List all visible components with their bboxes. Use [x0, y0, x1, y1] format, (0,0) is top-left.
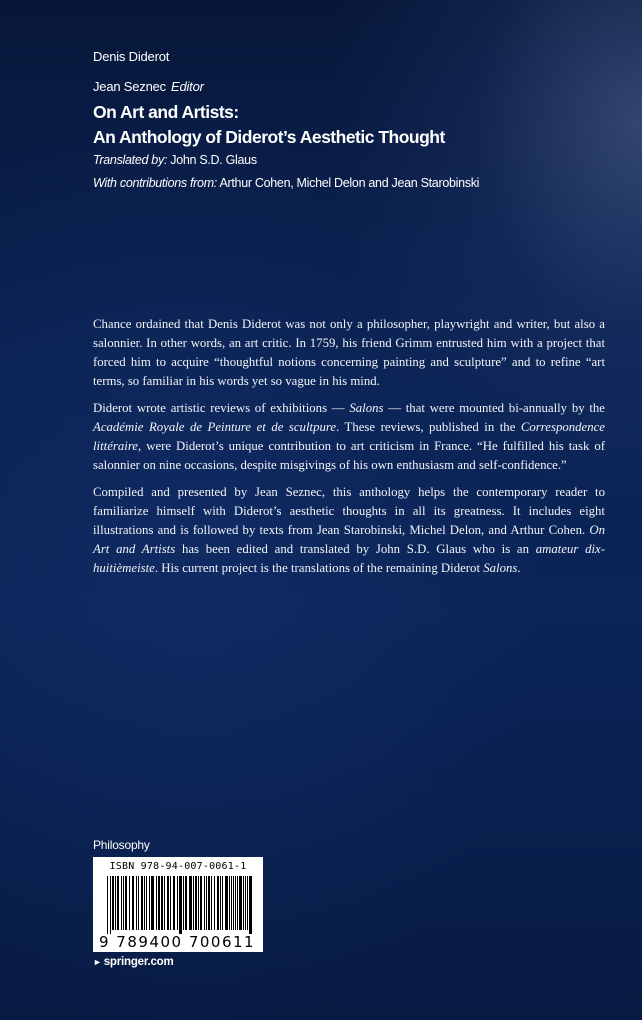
- blurb-text: Diderot wrote artistic reviews of exhibitions —: [93, 401, 350, 415]
- barcode-bar: [170, 876, 171, 930]
- blurb-italic: Salons: [349, 401, 384, 415]
- barcode-bar: [121, 876, 122, 930]
- translator-credit: [93, 153, 257, 167]
- editor-role: Editor: [170, 79, 204, 94]
- barcode-bar: [107, 876, 108, 934]
- barcode-bar: [237, 876, 238, 930]
- blurb-text: Compiled and presented by Jean Seznec, this anthology helps the contemporary reader to familiarize himself with Diderot’s aesthetic thoughts in all its greatness. It includes eight illustrations and is followed by texts from Jean Starobinski, Michel Delon, and Arthur Cohen.: [93, 485, 605, 537]
- category-label: Philosophy: [93, 838, 150, 852]
- blurb-text: — that were mounted bi-annually by the: [383, 401, 605, 415]
- barcode-bar: [245, 876, 246, 930]
- barcode-bar: [161, 876, 163, 930]
- editor-line: [93, 79, 204, 94]
- barcode-bar: [129, 876, 130, 930]
- translator-names: John S.D. Glaus: [170, 153, 257, 167]
- barcode-bar: [243, 876, 244, 930]
- barcode-bar: [208, 876, 210, 930]
- barcode-bar: [112, 876, 114, 930]
- barcode-bar: [138, 876, 139, 930]
- publisher-link[interactable]: [93, 956, 174, 968]
- barcode-bar: [193, 876, 194, 930]
- barcode-digits: 9 789400 700611: [99, 933, 256, 951]
- barcode-bar: [198, 876, 199, 930]
- book-title-line-2: An Anthology of Diderot’s Aesthetic Thought: [93, 127, 445, 147]
- barcode-bar: [164, 876, 165, 930]
- barcode-bar: [110, 876, 111, 934]
- barcode-bar: [144, 876, 145, 930]
- barcode-bar: [156, 876, 157, 930]
- barcode-bar: [225, 876, 228, 930]
- publisher-name: springer.com: [103, 956, 174, 968]
- barcode-bar: [177, 876, 178, 930]
- barcode-bar: [123, 876, 124, 930]
- isbn-barcode: [93, 857, 263, 952]
- barcode-bar: [117, 876, 119, 930]
- barcode-bar: [167, 876, 169, 930]
- barcode-bar: [235, 876, 236, 930]
- blurb-text: . These reviews, published in the: [336, 420, 521, 434]
- barcode-bar: [173, 876, 175, 930]
- blurb-text: has been edited and translated by John S.D. Glaus who is an: [175, 542, 536, 556]
- barcode-bar: [200, 876, 202, 930]
- contributors-label: With contributions from:: [93, 176, 217, 190]
- barcode-bar: [151, 876, 154, 930]
- barcode-bar: [222, 876, 223, 930]
- barcode-bar: [158, 876, 160, 930]
- barcode-bar: [179, 876, 182, 934]
- barcode-bar: [211, 876, 212, 930]
- blurb-paragraph-2: [93, 399, 605, 475]
- barcode-bar: [146, 876, 147, 930]
- barcode-bar: [189, 876, 192, 930]
- book-title: [93, 100, 445, 150]
- barcode-bar: [217, 876, 219, 930]
- barcode-bar: [247, 876, 248, 930]
- blurb-italic: Salons: [483, 561, 518, 575]
- barcode-bar: [115, 876, 116, 930]
- barcode-bar: [195, 876, 197, 930]
- blurb-italic: On Art and Artists: [93, 523, 605, 556]
- barcode-bar: [231, 876, 232, 930]
- isbn-text: ISBN 978-94-007-0061-1: [109, 861, 247, 872]
- translator-label: Translated by:: [93, 153, 168, 167]
- author-name: Denis Diderot: [93, 49, 170, 64]
- blurb-text: . His current project is the translations of the remaining Diderot: [154, 561, 484, 575]
- barcode-bar: [149, 876, 150, 930]
- barcode-bars: [93, 874, 263, 934]
- barcode-bar: [132, 876, 134, 930]
- blurb-italic: amateur dix-huitièmeiste: [93, 542, 606, 575]
- barcode-bar: [220, 876, 221, 930]
- contributors-names: Arthur Cohen, Michel Delon and Jean Starobinski: [219, 176, 480, 190]
- blurb-text: , were Diderot’s unique contribution to art criticism in France. “He fulfilled his task of salonnier on nine occasions, despite misgivings of his own enthusiasm and self-confidence.”: [93, 439, 605, 472]
- barcode-bar: [239, 876, 242, 930]
- barcode-bar: [249, 876, 252, 934]
- barcode-bar: [233, 876, 234, 930]
- barcode-bar: [125, 876, 127, 930]
- barcode-bar: [183, 876, 184, 930]
- contributors-credit: [93, 176, 479, 190]
- blurb-italic: Académie Royale de Peinture et de scultpure: [93, 420, 337, 434]
- blurb-paragraph-1: Chance ordained that Denis Diderot was not only a philosopher, playwright and writer, but also a salonnier. In other words, an art critic. In 1759, his friend Grimm entrusted him with a project that forced him to acquire “thoughtful notions concerning painting and sculpture” and to refine “art terms, so familiar in his words yet so vague in his mind.: [93, 317, 605, 388]
- blurb-italic: Correspondence littéraire: [93, 420, 605, 453]
- barcode-bar: [141, 876, 143, 930]
- barcode-bar: [206, 876, 207, 930]
- blurb-paragraph-3: [93, 483, 605, 578]
- editor-name: Jean Seznec: [93, 79, 166, 94]
- barcode-bar: [136, 876, 137, 930]
- blurb-text: .: [517, 561, 521, 575]
- barcode-bar: [185, 876, 187, 930]
- barcode-bar: [214, 876, 215, 930]
- barcode-bar: [229, 876, 230, 930]
- barcode-bar: [204, 876, 205, 930]
- book-title-line-1: On Art and Artists:: [93, 102, 239, 122]
- blurb: [93, 315, 605, 586]
- arrow-right-icon: ►: [93, 957, 102, 967]
